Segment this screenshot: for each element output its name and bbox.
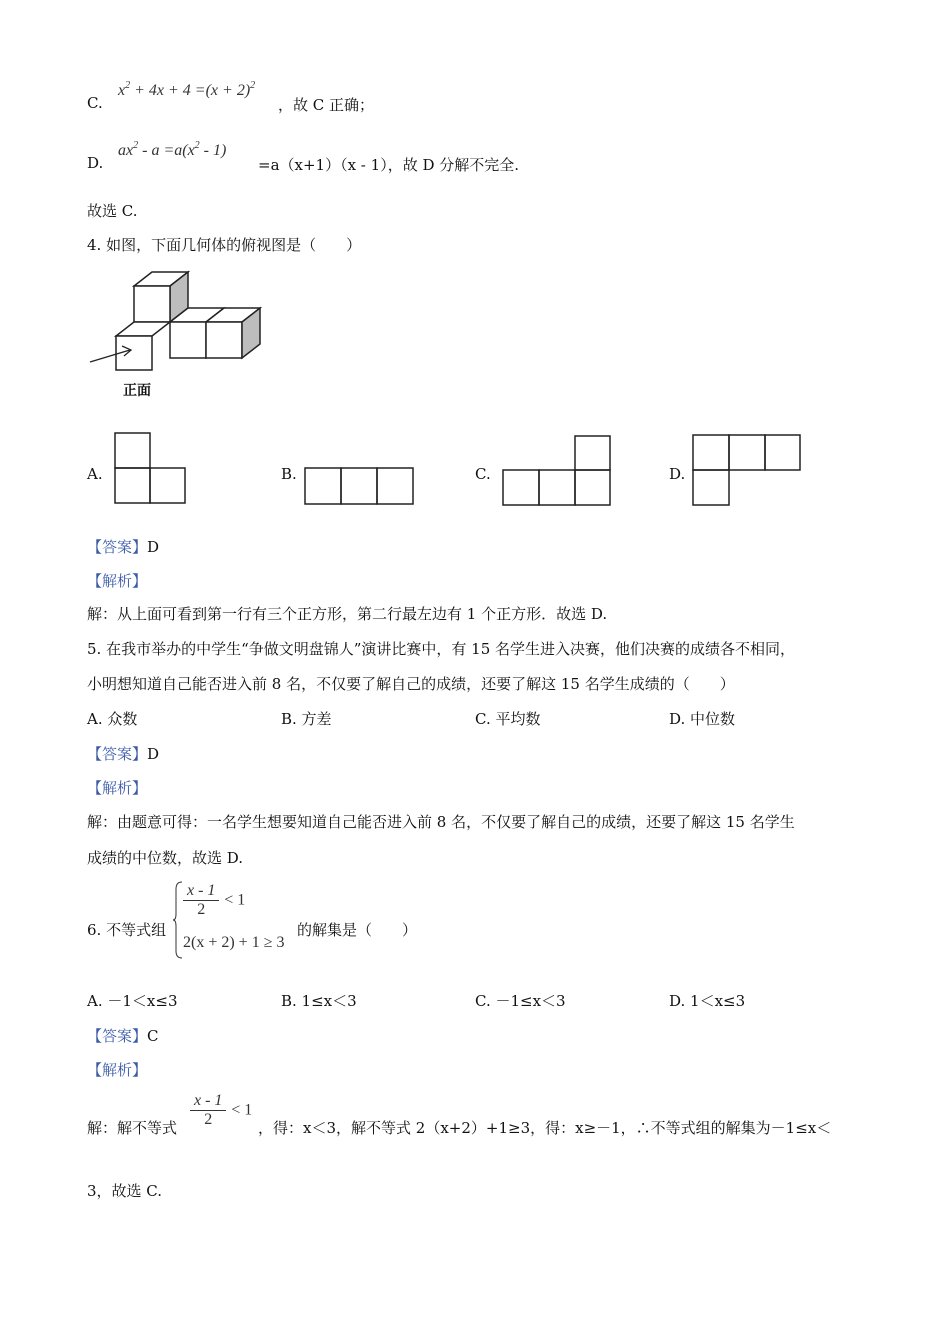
- q6-analysis-inequality: $\frac{x - 1}{2}$ < 1: [190, 1092, 252, 1129]
- q4-option-b-figure: [304, 467, 414, 505]
- q5-option-a: A. 众数: [87, 710, 138, 728]
- q6-option-b: B. 1≤x＜3: [281, 992, 357, 1010]
- q4-option-a-figure: [114, 432, 188, 506]
- q6-stem-prefix: 6. 不等式组: [87, 921, 167, 939]
- q4-front-label: 正面: [123, 383, 151, 399]
- q6-inequality-1: $\frac{x - 1}{2}$ < 1: [183, 882, 245, 919]
- q3-final-choice: 故选 C.: [87, 202, 138, 220]
- q6-analysis-prefix: 解：解不等式: [87, 1119, 178, 1137]
- q5-option-d: D. 中位数: [669, 710, 736, 728]
- q3-option-d-label: D.: [87, 154, 104, 172]
- q4-option-d-figure: [692, 434, 802, 508]
- q3-option-c-conclusion: ，故 C 正确；: [278, 96, 375, 114]
- q5-option-b: B. 方差: [281, 710, 332, 728]
- q4-solid-figure: [88, 270, 268, 400]
- q5-analysis-line2: 成绩的中位数，故选 D.: [87, 849, 244, 867]
- q6-option-d: D. 1＜x≤3: [669, 992, 746, 1010]
- q3-option-d-expression: $ax^2 - a =a(x^2 - 1)$: [118, 140, 227, 159]
- q4-option-d-label: D.: [669, 465, 686, 483]
- q5-analysis-tag: 【解析】: [87, 779, 148, 797]
- q3-option-c-expression: $x^2 + 4x + 4 =(x + 2)^2$: [118, 80, 256, 99]
- q6-option-a: A. －1＜x≤3: [87, 992, 178, 1010]
- q4-stem: 4. 如图，下面几何体的俯视图是（ ）: [87, 236, 362, 254]
- q5-analysis-line1: 解：由题意可得：一名学生想要知道自己能否进入前 8 名，不仅要了解自己的成绩，还要了解这 15 名学生: [87, 813, 795, 831]
- q6-answer: 【答案】C: [87, 1027, 159, 1045]
- q6-analysis-text: ，得：x＜3，解不等式 2（x+2）+1≥3，得：x≥－1，∴不等式组的解集为－1≤x＜: [258, 1119, 832, 1137]
- q5-stem-line1: 5. 在我市举办的中学生“争做文明盘锦人”演讲比赛中，有 15 名学生进入决赛，他们决赛的成绩各不相同，: [87, 640, 796, 658]
- q4-option-c-label: C.: [475, 465, 491, 483]
- q3-option-c-label: C.: [87, 94, 103, 112]
- q5-option-c: C. 平均数: [475, 710, 541, 728]
- q6-analysis-tag: 【解析】: [87, 1061, 148, 1079]
- q4-answer: 【答案】D: [87, 538, 160, 556]
- q6-option-c: C. －1≤x＜3: [475, 992, 566, 1010]
- q6-inequality-2: 2(x + 2) + 1 ≥ 3: [183, 934, 285, 951]
- q3-option-d-conclusion: =a（x+1）（x - 1），故 D 分解不完全.: [258, 156, 520, 174]
- q6-analysis-line2: 3，故选 C.: [87, 1182, 163, 1200]
- q5-stem-line2: 小明想知道自己能否进入前 8 名，不仅要了解自己的成绩，还要了解这 15 名学生成绩的（ ）: [87, 675, 735, 693]
- q4-option-c-figure: [502, 435, 612, 507]
- q4-analysis-text: 解：从上面可看到第一行有三个正方形，第二行最左边有 1 个正方形．故选 D.: [87, 605, 608, 623]
- q4-option-b-label: B.: [281, 465, 297, 483]
- q6-stem-suffix: 的解集是（ ）: [297, 921, 418, 939]
- q5-answer: 【答案】D: [87, 745, 160, 763]
- q4-analysis-tag: 【解析】: [87, 572, 148, 590]
- q4-option-a-label: A.: [87, 465, 103, 483]
